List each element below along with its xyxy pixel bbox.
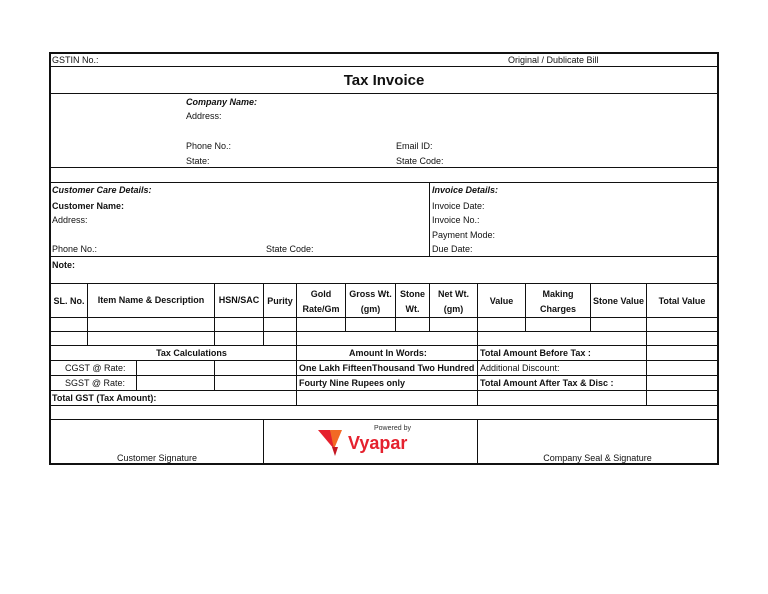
gstin-label: GSTIN No.:	[52, 55, 99, 65]
rule	[214, 360, 215, 390]
vyapar-logo	[316, 425, 426, 461]
column-header: Gross Wt.	[349, 289, 392, 299]
rule	[51, 390, 717, 391]
company-address-label: Address:	[186, 111, 222, 121]
amount-in-words-line1: One Lakh FifteenThousand Two Hundred	[299, 363, 475, 373]
company-phone-label: Phone No.:	[186, 141, 232, 151]
column-header: Net Wt.	[438, 289, 469, 299]
column-header: (gm)	[360, 304, 381, 314]
tax-calculations-heading: Tax Calculations	[156, 348, 227, 358]
rule	[51, 331, 717, 332]
column-header: Item Name & Description	[97, 295, 205, 305]
rule	[263, 419, 264, 465]
due-date-label: Due Date:	[432, 244, 473, 254]
invoice-details-heading: Invoice Details:	[432, 185, 499, 195]
powered-by-text: Powered by	[374, 425, 411, 432]
total-after-tax-label: Total Amount After Tax & Disc :	[480, 378, 614, 388]
customer-state-code-label: State Code:	[266, 244, 314, 254]
rule	[51, 283, 717, 284]
company-seal-label: Company Seal & Signature	[543, 453, 652, 463]
rule	[590, 283, 591, 331]
page-title: Tax Invoice	[343, 72, 425, 89]
company-email-label: Email ID:	[396, 141, 433, 151]
invoice-date-label: Invoice Date:	[432, 201, 485, 211]
total-before-tax-label: Total Amount Before Tax :	[480, 348, 591, 358]
column-header: Gold	[310, 289, 332, 299]
invoice-sheet	[49, 52, 719, 465]
rule	[51, 182, 717, 183]
rule	[214, 283, 215, 345]
sgst-label: SGST @ Rate:	[65, 378, 125, 388]
rule	[51, 419, 717, 420]
rule	[51, 167, 717, 168]
rule	[51, 93, 717, 94]
rule	[51, 256, 717, 257]
bill-type: Original / Dublicate Bill	[508, 55, 599, 65]
column-header: SL. No.	[53, 296, 85, 306]
rule	[51, 317, 717, 318]
column-header: Rate/Gm	[302, 304, 340, 314]
rule	[51, 375, 717, 376]
column-header: Total Value	[658, 296, 706, 306]
customer-name-label: Customer Name:	[52, 201, 125, 211]
note-label: Note:	[52, 260, 75, 270]
rule	[263, 283, 264, 345]
payment-mode-label: Payment Mode:	[432, 230, 496, 240]
additional-discount-label: Additional Discount:	[480, 363, 560, 373]
amount-in-words-heading: Amount In Words:	[349, 348, 427, 358]
rule	[51, 66, 717, 67]
rule	[429, 182, 430, 256]
total-gst-label: Total GST (Tax Amount):	[52, 393, 157, 403]
customer-signature-label: Customer Signature	[116, 453, 198, 463]
rule	[87, 283, 88, 345]
column-header: HSN/SAC	[218, 295, 260, 305]
cgst-label: CGST @ Rate:	[65, 363, 126, 373]
column-header: Wt.	[405, 304, 420, 314]
column-header: Charges	[539, 304, 576, 314]
company-name-label: Company Name:	[186, 97, 258, 107]
column-header: Value	[489, 296, 514, 306]
rule	[51, 360, 717, 361]
column-header: Stone	[399, 289, 425, 299]
rule	[136, 360, 137, 390]
vyapar-brand-text: Vyapar	[348, 433, 408, 453]
rule	[51, 405, 717, 406]
column-header: (gm)	[443, 304, 464, 314]
company-state-code-label: State Code:	[396, 156, 444, 166]
customer-care-heading: Customer Care Details:	[52, 185, 152, 195]
column-header: Purity	[267, 296, 293, 306]
column-header: Stone Value	[592, 296, 645, 306]
customer-address-label: Address:	[52, 215, 88, 225]
amount-in-words-line2: Fourty Nine Rupees only	[299, 378, 406, 388]
invoice-no-label: Invoice No.:	[432, 215, 480, 225]
rule	[51, 345, 717, 346]
column-header: Making	[542, 289, 574, 299]
rule	[296, 283, 297, 405]
customer-phone-label: Phone No.:	[52, 244, 98, 254]
company-state-label: State:	[186, 156, 210, 166]
